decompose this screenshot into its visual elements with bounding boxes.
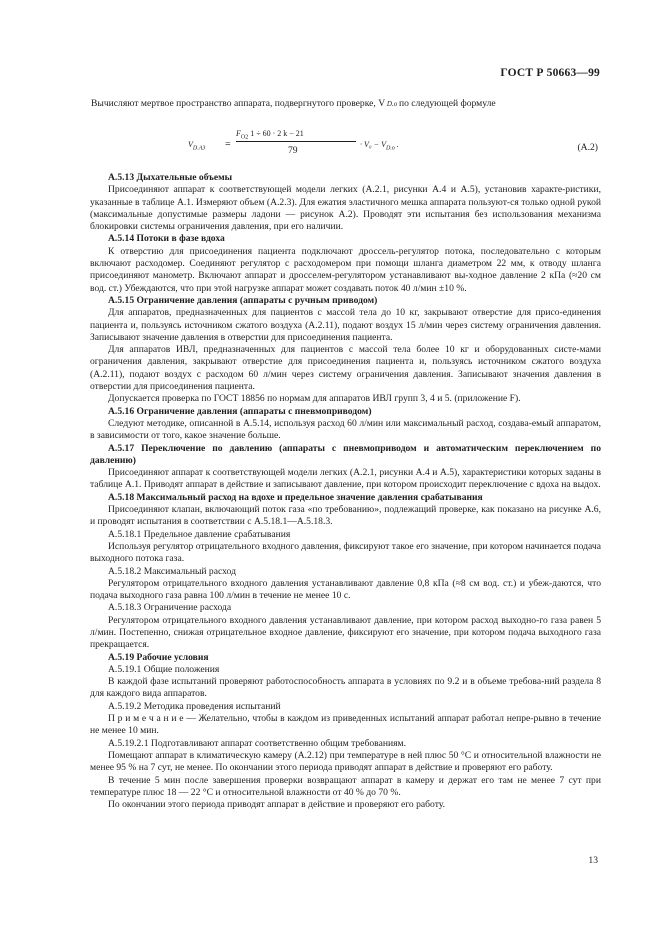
paragraph: В течение 5 мин после завершения проверки возвращают аппарат в камеру и держат его там не менее 7 сут при температуре плюс 18 — 22 °С и относительной влажности от 40 % до 70 %. [90,774,601,798]
page-number: 13 [588,855,598,866]
intro-paragraph: Вычисляют мертвое пространство аппарата, подвергнутого проверке, V D.o по следующей формуле [91,98,496,109]
paragraph: Помещают аппарат в климатическую камеру (А.2.12) при температуре в ней плюс 50 °С и относительной влажности не менее 95 % на 7 сут, не менее. По окончании этого периода приводят аппарат в действие и проверяют его работу. [90,749,601,774]
paragraph: А.5.19.1 Общие положения [108,663,220,675]
section-heading: А.5.14 Потоки в фазе вдоха [108,233,225,245]
section-heading: А.5.16 Ограничение давления (аппараты с пневмоприводом) [108,405,372,417]
formula-number: (А.2) [577,142,598,153]
paragraph: А.5.19.2.1 Подготавливают аппарат соответственно общим требованиям. [108,737,406,749]
section-heading: А.5.19 Рабочие условия [108,651,209,663]
paragraph: Присоединяют аппарат к соответствующей модели легких (А.2.1, рисунки А.4 и А.5), установив характе-ристики, указанные в таблице А.1. Измеряют объем (А.2.3). Для ежатия эластичного мешка аппарата пользуют-ся только одной рукой (максимальные допустимые размеры ладони — рисунок А.2). Проводят эти испытания без использования механизма блокировки системы ограничения давления, при его наличии. [90,184,601,233]
document-body [90,172,601,811]
paragraph: А.5.18.1 Предельное давление срабатывания [108,528,291,540]
formula-equals: = [225,139,231,150]
section-heading: А.5.18 Максимальный расход на вдохе и предельное значение давления срабатывания [108,491,483,503]
formula-denominator: 79 [288,145,298,156]
paragraph: А.5.18.2 Максимальный расход [108,565,236,577]
paragraph: Регулятором отрицательного входного давления устанавливают давление, при котором расход выходно-го газа равен 5 л/мин. Постепенно, снижая отрицательное входное давление, фиксируют его значение, при котором подача выходного газа прекращается. [90,614,601,651]
paragraph: Для аппаратов, предназначенных для пациентов с массой тела до 10 кг, закрывают отверстие для присо-единения пациента и, пользуясь источником сжатого воздуха (А.2.11), подают воздух 15 л/мин через систему ограничения давления. Записывают значение давления в отверстии для присоединения пациента. [90,307,601,343]
formula-a2 [180,128,600,164]
formula-lhs: $V_{D.A3}$ [188,140,206,152]
formula-numerator: $F_{O2}$ 1 ÷ 60 · 2 k − 21 [236,129,304,141]
section-heading: А.5.13 Дыхательные объемы [108,172,233,183]
paragraph: А.5.18.3 Ограничение расхода [108,602,232,614]
paragraph: В каждой фазе испытаний проверяют работоспособность аппарата в условиях по 9.2 и в объеме требова-ний раздела 8 для каждого вида аппаратов. [90,676,601,700]
formula-rhs: · $V_0 - V_{D.o}$ . [360,140,399,152]
paragraph: Присоединяют клапан, включающий поток газа «по требованию», подлежащий проверке, как показано на рисунке А.6, и проводят испытания в соответствии с А.5.18.1—А.5.18.3. [90,504,601,528]
section-heading: А.5.15 Ограничение давления (аппараты с ручным приводом) [108,294,378,306]
formula-fraction-bar [236,141,356,142]
paragraph: По окончании этого периода приводят аппарат в действие и проверяют его работу. [108,799,446,811]
paragraph: П р и м е ч а н и е — Желательно, чтобы в каждом из приведенных испытаний аппарат работал непре-рывно в течение не менее 10 мин. [90,713,601,737]
intro-text: Вычисляют мертвое пространство аппарата, подвергнутого проверке, V [91,98,386,109]
paragraph: Для аппаратов ИВЛ, предназначенных для пациентов с массой тела более 10 кг и оборудованных систе-мами ограничения давления, закрывают отверстие для присоединения пациента и, пользуясь источником сжатого воздуха (А.2.11), подают воздух с расходом 60 л/мин через систему ограничения давления. Записывают значения давления в отверстии для присоединения пациента. [90,344,601,393]
section-heading: А.5.17 Переключение по давлению (аппараты с пневмоприводом и автоматическим переключением по давлению) [90,442,601,466]
document-header: ГОСТ Р 50663—99 [500,67,600,79]
intro-tail: по следующей формуле [398,98,496,109]
paragraph: А.5.19.2 Методика проведения испытаний [108,700,281,712]
paragraph: Следуют методике, описанной в А.5.14, используя расход 60 л/мин или максимальный расход, создава-емый аппаратом, в зависимости от того, какое значение больше. [90,417,601,442]
paragraph: К отверстию для присоединения пациента подключают дроссель-регулятор потока, последовательно с которым включают расходомер. Соединяют регулятор с расходомером при помощи шланга диаметром 22 мм, к отводу шланга присоединяют манометр. Включают аппарат и дросселем-регулятором устанавливают вы-ходное давление 2 кПа (≈20 см вод. ст.) Убеждаются, что при этой нагрузке аппарат может создавать поток 40 л/мин ±10 %. [90,245,601,294]
paragraph: Регулятором отрицательного входного давления устанавливают давление 0,8 кПа (≈8 см вод. ст.) и убеж-даются, что подача выходного газа равна 100 л/мин в течение не менее 10 с. [90,577,601,602]
paragraph: Допускается проверка по ГОСТ 18856 по нормам для аппаратов ИВЛ групп 3, 4 и 5. (приложение F). [108,393,521,405]
paragraph: Присоединяют аппарат к соответствующей модели легких (А.2.1, рисунки А.4 и А.5), характеристики которых заданы в таблице А.1. Приводят аппарат в действие и записывают давление, при котором происходит переключение с вдоха на выдох. [90,467,601,491]
paragraph: Используя регулятор отрицательного входного давления, фиксируют такое его значение, при котором начинается подача выходного потока газа. [90,540,601,565]
